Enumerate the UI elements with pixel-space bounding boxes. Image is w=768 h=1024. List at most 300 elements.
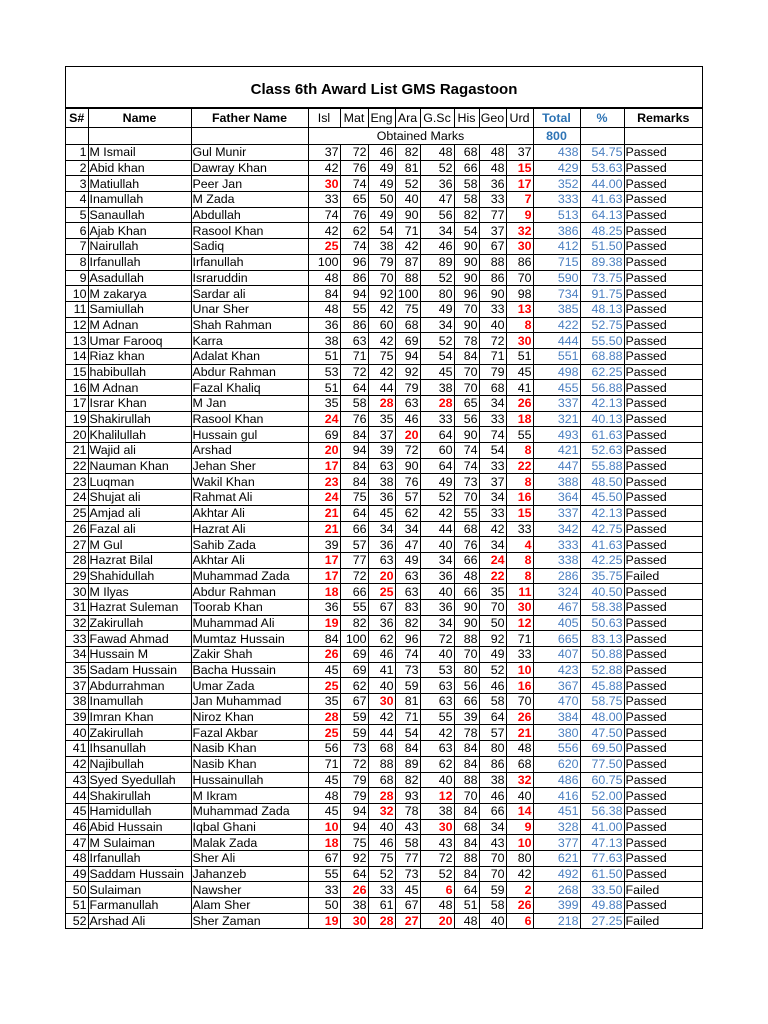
cell-sno: 17 bbox=[66, 396, 88, 412]
table-row bbox=[66, 348, 702, 364]
cell-total: 324 bbox=[533, 584, 580, 600]
cell-gsc: 12 bbox=[420, 788, 454, 804]
cell-isl: 25 bbox=[308, 678, 340, 694]
cell-name: Shahidullah bbox=[88, 568, 191, 584]
cell-eng: 33 bbox=[368, 882, 395, 898]
table-row bbox=[66, 380, 702, 396]
cell-sno: 46 bbox=[66, 819, 88, 835]
cell-name: Irfanullah bbox=[88, 850, 191, 866]
cell-sno: 27 bbox=[66, 537, 88, 553]
table-row bbox=[66, 192, 702, 208]
sheet-title: Class 6th Award List GMS Ragastoon bbox=[66, 67, 702, 108]
cell-total: 352 bbox=[533, 176, 580, 192]
cell-name: Nairullah bbox=[88, 239, 191, 255]
cell-geo: 92 bbox=[479, 631, 506, 647]
cell-total: 467 bbox=[533, 599, 580, 615]
cell-eng: 36 bbox=[368, 615, 395, 631]
cell-percent: 54.75 bbox=[580, 145, 624, 161]
cell-name: habibullah bbox=[88, 364, 191, 380]
cell-isl: 17 bbox=[308, 552, 340, 568]
cell-name: Farmanullah bbox=[88, 898, 191, 914]
cell-gsc: 49 bbox=[420, 474, 454, 490]
cell-father-name: Sher Zaman bbox=[191, 913, 308, 929]
cell-percent: 56.38 bbox=[580, 803, 624, 819]
cell-his: 84 bbox=[454, 866, 479, 882]
cell-his: 84 bbox=[454, 741, 479, 757]
cell-remarks: Passed bbox=[624, 898, 702, 914]
cell-urd: 22 bbox=[506, 458, 533, 474]
table-row bbox=[66, 505, 702, 521]
table-row bbox=[66, 741, 702, 757]
cell-gsc: 42 bbox=[420, 505, 454, 521]
cell-remarks: Passed bbox=[624, 615, 702, 631]
cell-percent: 68.88 bbox=[580, 348, 624, 364]
cell-name: Irfanullah bbox=[88, 254, 191, 270]
cell-name: Sulaiman bbox=[88, 882, 191, 898]
cell-ara: 87 bbox=[395, 254, 420, 270]
cell-eng: 46 bbox=[368, 145, 395, 161]
cell-isl: 45 bbox=[308, 772, 340, 788]
cell-eng: 36 bbox=[368, 490, 395, 506]
award-list-sheet bbox=[65, 66, 703, 929]
cell-ara: 54 bbox=[395, 725, 420, 741]
table-row bbox=[66, 552, 702, 568]
cell-urd: 32 bbox=[506, 223, 533, 239]
cell-remarks: Passed bbox=[624, 333, 702, 349]
cell-total: 423 bbox=[533, 662, 580, 678]
cell-eng: 38 bbox=[368, 239, 395, 255]
cell-total: 405 bbox=[533, 615, 580, 631]
cell-name: Sanaullah bbox=[88, 207, 191, 223]
cell-isl: 55 bbox=[308, 866, 340, 882]
cell-gsc: 40 bbox=[420, 537, 454, 553]
cell-mat: 84 bbox=[340, 427, 368, 443]
table-row bbox=[66, 317, 702, 333]
cell-urd: 80 bbox=[506, 850, 533, 866]
cell-name: Hazrat Bilal bbox=[88, 552, 191, 568]
cell-geo: 88 bbox=[479, 254, 506, 270]
cell-percent: 83.13 bbox=[580, 631, 624, 647]
cell-urd: 9 bbox=[506, 207, 533, 223]
cell-eng: 36 bbox=[368, 537, 395, 553]
header-mat: Mat bbox=[340, 109, 368, 128]
cell-father-name: Malak Zada bbox=[191, 835, 308, 851]
cell-mat: 76 bbox=[340, 160, 368, 176]
cell-his: 84 bbox=[454, 835, 479, 851]
cell-father-name: Rahmat Ali bbox=[191, 490, 308, 506]
cell-percent: 58.75 bbox=[580, 694, 624, 710]
cell-father-name: Nasib Khan bbox=[191, 756, 308, 772]
cell-gsc: 36 bbox=[420, 568, 454, 584]
cell-percent: 91.75 bbox=[580, 286, 624, 302]
cell-geo: 86 bbox=[479, 270, 506, 286]
cell-sno: 9 bbox=[66, 270, 88, 286]
cell-total: 492 bbox=[533, 866, 580, 882]
cell-sno: 20 bbox=[66, 427, 88, 443]
cell-total: 321 bbox=[533, 411, 580, 427]
cell-percent: 47.13 bbox=[580, 835, 624, 851]
cell-isl: 38 bbox=[308, 333, 340, 349]
cell-eng: 40 bbox=[368, 819, 395, 835]
cell-mat: 62 bbox=[340, 223, 368, 239]
cell-mat: 74 bbox=[340, 239, 368, 255]
cell-ara: 42 bbox=[395, 239, 420, 255]
table-row bbox=[66, 239, 702, 255]
cell-isl: 25 bbox=[308, 725, 340, 741]
cell-name: Inamullah bbox=[88, 192, 191, 208]
cell-remarks: Passed bbox=[624, 411, 702, 427]
cell-sno: 24 bbox=[66, 490, 88, 506]
cell-remarks: Passed bbox=[624, 223, 702, 239]
table-row bbox=[66, 647, 702, 663]
cell-total: 444 bbox=[533, 333, 580, 349]
cell-mat: 67 bbox=[340, 694, 368, 710]
cell-name: M Adnan bbox=[88, 380, 191, 396]
cell-remarks: Passed bbox=[624, 631, 702, 647]
cell-ara: 67 bbox=[395, 898, 420, 914]
cell-gsc: 36 bbox=[420, 599, 454, 615]
cell-sno: 43 bbox=[66, 772, 88, 788]
cell-his: 76 bbox=[454, 537, 479, 553]
cell-eng: 61 bbox=[368, 898, 395, 914]
cell-father-name: Sahib Zada bbox=[191, 537, 308, 553]
cell-percent: 49.88 bbox=[580, 898, 624, 914]
cell-eng: 79 bbox=[368, 254, 395, 270]
cell-percent: 55.88 bbox=[580, 458, 624, 474]
header-percent: % bbox=[580, 109, 624, 128]
cell-percent: 45.50 bbox=[580, 490, 624, 506]
cell-sno: 39 bbox=[66, 709, 88, 725]
cell-total: 422 bbox=[533, 317, 580, 333]
cell-geo: 58 bbox=[479, 898, 506, 914]
cell-percent: 52.88 bbox=[580, 662, 624, 678]
cell-name: Saddam Hussain bbox=[88, 866, 191, 882]
cell-gsc: 44 bbox=[420, 521, 454, 537]
cell-total: 455 bbox=[533, 380, 580, 396]
cell-mat: 75 bbox=[340, 835, 368, 851]
table-row bbox=[66, 411, 702, 427]
cell-sno: 25 bbox=[66, 505, 88, 521]
cell-his: 66 bbox=[454, 694, 479, 710]
cell-remarks: Passed bbox=[624, 160, 702, 176]
cell-urd: 51 bbox=[506, 348, 533, 364]
cell-father-name: Abdur Rahman bbox=[191, 364, 308, 380]
cell-geo: 46 bbox=[479, 678, 506, 694]
cell-sno: 40 bbox=[66, 725, 88, 741]
cell-urd: 15 bbox=[506, 505, 533, 521]
cell-eng: 45 bbox=[368, 505, 395, 521]
cell-urd: 10 bbox=[506, 662, 533, 678]
cell-sno: 15 bbox=[66, 364, 88, 380]
cell-total: 328 bbox=[533, 819, 580, 835]
cell-sno: 21 bbox=[66, 443, 88, 459]
cell-remarks: Passed bbox=[624, 474, 702, 490]
cell-eng: 49 bbox=[368, 207, 395, 223]
cell-father-name: Shah Rahman bbox=[191, 317, 308, 333]
cell-ara: 79 bbox=[395, 380, 420, 396]
cell-his: 84 bbox=[454, 756, 479, 772]
cell-sno: 50 bbox=[66, 882, 88, 898]
cell-mat: 86 bbox=[340, 317, 368, 333]
cell-name: Ajab Khan bbox=[88, 223, 191, 239]
cell-percent: 62.25 bbox=[580, 364, 624, 380]
cell-eng: 70 bbox=[368, 270, 395, 286]
cell-name: Amjad ali bbox=[88, 505, 191, 521]
cell-percent: 60.75 bbox=[580, 772, 624, 788]
table-row bbox=[66, 850, 702, 866]
cell-mat: 59 bbox=[340, 709, 368, 725]
cell-total: 286 bbox=[533, 568, 580, 584]
cell-gsc: 63 bbox=[420, 694, 454, 710]
cell-gsc: 55 bbox=[420, 709, 454, 725]
cell-percent: 41.63 bbox=[580, 537, 624, 553]
cell-urd: 14 bbox=[506, 803, 533, 819]
subheader-blank bbox=[580, 128, 624, 145]
cell-geo: 34 bbox=[479, 819, 506, 835]
cell-percent: 52.75 bbox=[580, 317, 624, 333]
cell-his: 48 bbox=[454, 568, 479, 584]
cell-eng: 52 bbox=[368, 866, 395, 882]
cell-geo: 64 bbox=[479, 709, 506, 725]
cell-geo: 50 bbox=[479, 615, 506, 631]
cell-percent: 56.88 bbox=[580, 380, 624, 396]
cell-geo: 70 bbox=[479, 599, 506, 615]
cell-his: 64 bbox=[454, 882, 479, 898]
cell-father-name: Israruddin bbox=[191, 270, 308, 286]
cell-geo: 43 bbox=[479, 835, 506, 851]
cell-urd: 26 bbox=[506, 709, 533, 725]
cell-name: Hazrat Suleman bbox=[88, 599, 191, 615]
cell-gsc: 53 bbox=[420, 662, 454, 678]
cell-remarks: Passed bbox=[624, 521, 702, 537]
cell-father-name: Abdullah bbox=[191, 207, 308, 223]
cell-his: 90 bbox=[454, 239, 479, 255]
cell-percent: 42.13 bbox=[580, 396, 624, 412]
cell-isl: 20 bbox=[308, 443, 340, 459]
cell-geo: 70 bbox=[479, 866, 506, 882]
table-row bbox=[66, 725, 702, 741]
cell-ara: 52 bbox=[395, 176, 420, 192]
cell-gsc: 34 bbox=[420, 615, 454, 631]
cell-eng: 34 bbox=[368, 521, 395, 537]
award-table bbox=[66, 108, 702, 929]
cell-ara: 92 bbox=[395, 364, 420, 380]
table-row bbox=[66, 474, 702, 490]
cell-geo: 54 bbox=[479, 443, 506, 459]
cell-father-name: Sardar ali bbox=[191, 286, 308, 302]
table-row bbox=[66, 537, 702, 553]
cell-his: 70 bbox=[454, 647, 479, 663]
cell-gsc: 52 bbox=[420, 333, 454, 349]
cell-sno: 4 bbox=[66, 192, 88, 208]
cell-ara: 71 bbox=[395, 223, 420, 239]
cell-his: 70 bbox=[454, 301, 479, 317]
cell-sno: 10 bbox=[66, 286, 88, 302]
cell-gsc: 33 bbox=[420, 411, 454, 427]
cell-remarks: Passed bbox=[624, 396, 702, 412]
cell-his: 70 bbox=[454, 380, 479, 396]
cell-sno: 45 bbox=[66, 803, 88, 819]
cell-urd: 10 bbox=[506, 835, 533, 851]
cell-mat: 94 bbox=[340, 819, 368, 835]
cell-remarks: Passed bbox=[624, 192, 702, 208]
cell-geo: 70 bbox=[479, 850, 506, 866]
cell-eng: 92 bbox=[368, 286, 395, 302]
cell-percent: 51.50 bbox=[580, 239, 624, 255]
cell-eng: 46 bbox=[368, 835, 395, 851]
cell-isl: 36 bbox=[308, 599, 340, 615]
cell-percent: 64.13 bbox=[580, 207, 624, 223]
cell-urd: 12 bbox=[506, 615, 533, 631]
cell-total: 421 bbox=[533, 443, 580, 459]
cell-isl: 51 bbox=[308, 348, 340, 364]
cell-name: Matiullah bbox=[88, 176, 191, 192]
cell-gsc: 64 bbox=[420, 427, 454, 443]
cell-mat: 38 bbox=[340, 898, 368, 914]
cell-father-name: Sher Ali bbox=[191, 850, 308, 866]
cell-gsc: 54 bbox=[420, 348, 454, 364]
cell-gsc: 28 bbox=[420, 396, 454, 412]
cell-total: 551 bbox=[533, 348, 580, 364]
cell-geo: 86 bbox=[479, 756, 506, 772]
cell-ara: 69 bbox=[395, 333, 420, 349]
cell-ara: 90 bbox=[395, 458, 420, 474]
table-row bbox=[66, 286, 702, 302]
cell-father-name: Muhammad Zada bbox=[191, 568, 308, 584]
cell-percent: 55.50 bbox=[580, 333, 624, 349]
cell-isl: 26 bbox=[308, 647, 340, 663]
cell-total: 364 bbox=[533, 490, 580, 506]
subheader-blank bbox=[191, 128, 308, 145]
cell-mat: 65 bbox=[340, 192, 368, 208]
cell-remarks: Passed bbox=[624, 552, 702, 568]
cell-sno: 12 bbox=[66, 317, 88, 333]
cell-sno: 6 bbox=[66, 223, 88, 239]
cell-geo: 34 bbox=[479, 396, 506, 412]
cell-father-name: Karra bbox=[191, 333, 308, 349]
cell-remarks: Passed bbox=[624, 835, 702, 851]
table-row bbox=[66, 772, 702, 788]
cell-gsc: 45 bbox=[420, 364, 454, 380]
cell-mat: 84 bbox=[340, 458, 368, 474]
cell-his: 82 bbox=[454, 207, 479, 223]
cell-gsc: 63 bbox=[420, 741, 454, 757]
cell-father-name: M Zada bbox=[191, 192, 308, 208]
cell-isl: 19 bbox=[308, 615, 340, 631]
table-row bbox=[66, 819, 702, 835]
cell-isl: 33 bbox=[308, 882, 340, 898]
cell-father-name: Unar Sher bbox=[191, 301, 308, 317]
cell-eng: 38 bbox=[368, 474, 395, 490]
cell-his: 90 bbox=[454, 270, 479, 286]
cell-mat: 77 bbox=[340, 552, 368, 568]
cell-ara: 63 bbox=[395, 568, 420, 584]
cell-father-name: Hussainullah bbox=[191, 772, 308, 788]
cell-total: 333 bbox=[533, 192, 580, 208]
cell-his: 70 bbox=[454, 788, 479, 804]
cell-urd: 30 bbox=[506, 239, 533, 255]
cell-isl: 19 bbox=[308, 913, 340, 929]
cell-sno: 22 bbox=[66, 458, 88, 474]
cell-his: 54 bbox=[454, 223, 479, 239]
cell-sno: 1 bbox=[66, 145, 88, 161]
cell-urd: 8 bbox=[506, 474, 533, 490]
cell-isl: 18 bbox=[308, 835, 340, 851]
cell-geo: 37 bbox=[479, 223, 506, 239]
cell-mat: 94 bbox=[340, 803, 368, 819]
cell-eng: 60 bbox=[368, 317, 395, 333]
cell-remarks: Passed bbox=[624, 866, 702, 882]
cell-geo: 80 bbox=[479, 741, 506, 757]
cell-geo: 38 bbox=[479, 772, 506, 788]
cell-sno: 52 bbox=[66, 913, 88, 929]
cell-geo: 34 bbox=[479, 537, 506, 553]
cell-gsc: 56 bbox=[420, 207, 454, 223]
cell-total: 470 bbox=[533, 694, 580, 710]
cell-total: 384 bbox=[533, 709, 580, 725]
cell-urd: 32 bbox=[506, 772, 533, 788]
cell-mat: 66 bbox=[340, 584, 368, 600]
cell-sno: 35 bbox=[66, 662, 88, 678]
cell-name: Abdurrahman bbox=[88, 678, 191, 694]
table-row bbox=[66, 835, 702, 851]
cell-percent: 33.50 bbox=[580, 882, 624, 898]
cell-sno: 49 bbox=[66, 866, 88, 882]
cell-percent: 41.00 bbox=[580, 819, 624, 835]
cell-geo: 36 bbox=[479, 176, 506, 192]
header-ara: Ara bbox=[395, 109, 420, 128]
cell-total: 380 bbox=[533, 725, 580, 741]
cell-remarks: Passed bbox=[624, 803, 702, 819]
cell-gsc: 6 bbox=[420, 882, 454, 898]
cell-urd: 71 bbox=[506, 631, 533, 647]
cell-father-name: Sadiq bbox=[191, 239, 308, 255]
cell-urd: 8 bbox=[506, 552, 533, 568]
cell-geo: 67 bbox=[479, 239, 506, 255]
cell-remarks: Passed bbox=[624, 254, 702, 270]
table-row bbox=[66, 615, 702, 631]
cell-remarks: Passed bbox=[624, 207, 702, 223]
cell-mat: 30 bbox=[340, 913, 368, 929]
cell-urd: 42 bbox=[506, 866, 533, 882]
cell-sno: 7 bbox=[66, 239, 88, 255]
cell-remarks: Passed bbox=[624, 176, 702, 192]
cell-mat: 62 bbox=[340, 678, 368, 694]
cell-isl: 18 bbox=[308, 584, 340, 600]
cell-ara: 59 bbox=[395, 678, 420, 694]
cell-urd: 33 bbox=[506, 647, 533, 663]
header-his: His bbox=[454, 109, 479, 128]
cell-remarks: Passed bbox=[624, 364, 702, 380]
cell-mat: 96 bbox=[340, 254, 368, 270]
cell-geo: 72 bbox=[479, 333, 506, 349]
cell-percent: 77.63 bbox=[580, 850, 624, 866]
cell-urd: 18 bbox=[506, 411, 533, 427]
cell-ara: 20 bbox=[395, 427, 420, 443]
cell-ara: 84 bbox=[395, 741, 420, 757]
cell-ara: 100 bbox=[395, 286, 420, 302]
cell-geo: 79 bbox=[479, 364, 506, 380]
cell-mat: 76 bbox=[340, 207, 368, 223]
cell-total: 498 bbox=[533, 364, 580, 380]
cell-gsc: 64 bbox=[420, 458, 454, 474]
cell-geo: 46 bbox=[479, 788, 506, 804]
cell-percent: 35.75 bbox=[580, 568, 624, 584]
cell-sno: 42 bbox=[66, 756, 88, 772]
cell-his: 78 bbox=[454, 333, 479, 349]
cell-eng: 68 bbox=[368, 741, 395, 757]
cell-remarks: Passed bbox=[624, 788, 702, 804]
